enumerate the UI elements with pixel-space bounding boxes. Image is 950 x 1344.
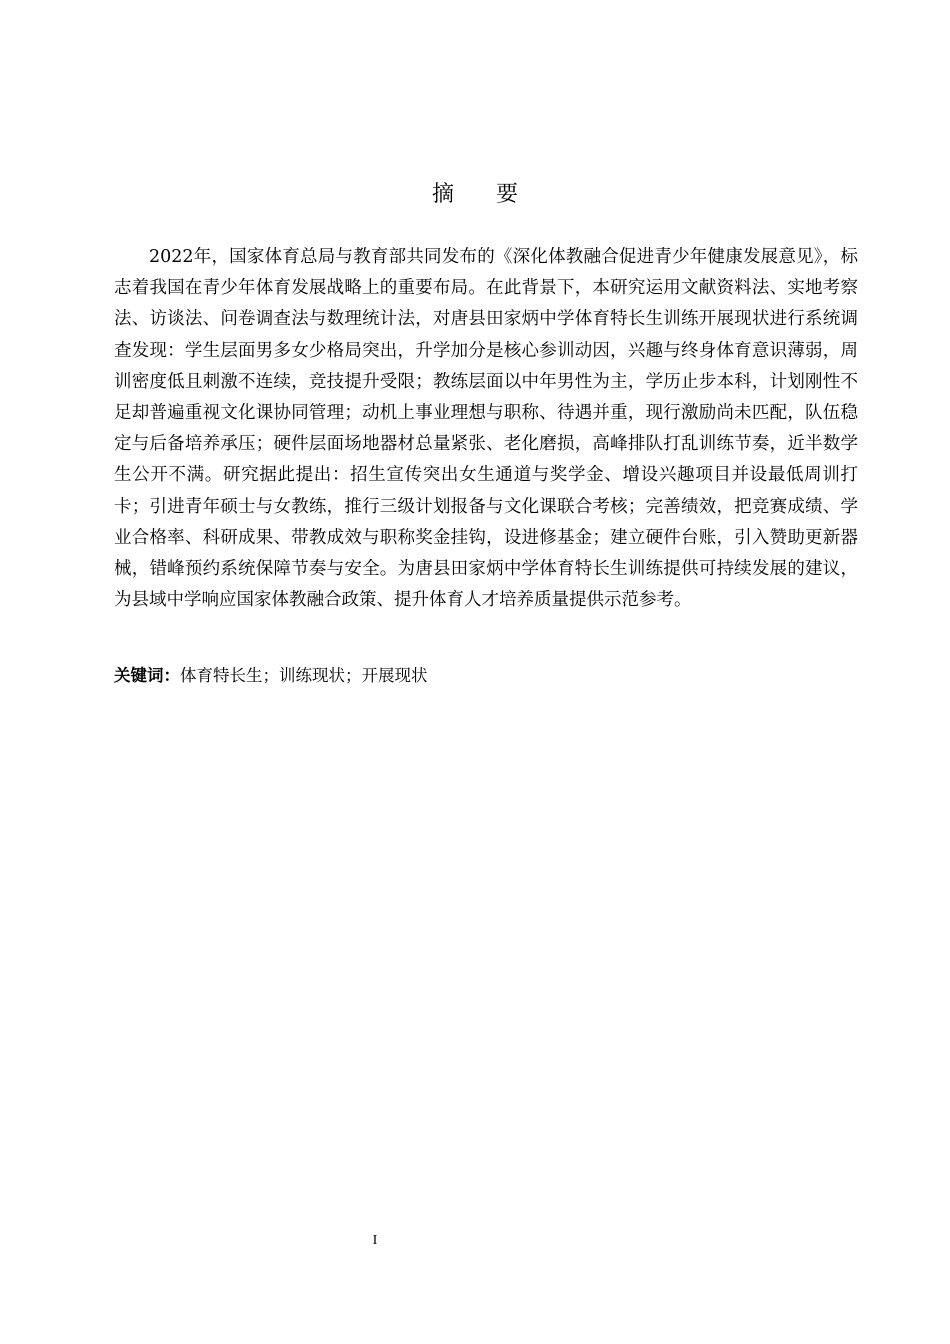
page-number: I <box>372 1233 378 1248</box>
keywords-line <box>114 660 858 692</box>
abstract-title: 摘要 <box>431 182 560 207</box>
keywords-label: 关键词： <box>114 666 180 685</box>
abstract-body: 2022年，国家体育总局与教育部共同发布的《深化体教融合促进青少年健康发展意见》，标志着我国在青少年体育发展战略上的重要布局。在此背景下，本研究运用文献资料法、实地考察法、访谈法、问卷调查法与数理统计法，对唐县田家炳中学体育特长生训练开展现状进行系统调查发现：学生层面男多女少格局突出，升学加分是核心参训动因，兴趣与终身体育意识薄弱，周训密度低且刺激不连续，竞技提升受限；教练层面以中年男性为主，学历止步本科，计划刚性不足却普遍重视文化课协同管理；动机上事业理想与职称、待遇并重，现行激励尚未匹配，队伍稳定与后备培养承压；硬件层面场地器材总量紧张、老化磨损，高峰排队打乱训练节奏，近半数学生公开不满。研究据此提出：招生宣传突出女生通道与奖学金、增设兴趣项目并设最低周训打卡；引进青年硕士与女教练，推行三级计划报备与文化课联合考核；完善绩效，把竞赛成绩、学业合格率、科研成果、带教成效与职称奖金挂钩，设进修基金；建立硬件台账，引入赞助更新器械，错峰预约系统保障节奏与安全。为唐县田家炳中学体育特长生训练提供可持续发展的建议，为县域中学响应国家体教融合政策、提升体育人才培养质量提供示范参考。 <box>114 247 858 611</box>
keywords-text: 体育特长生；训练现状；开展现状 <box>180 666 428 685</box>
